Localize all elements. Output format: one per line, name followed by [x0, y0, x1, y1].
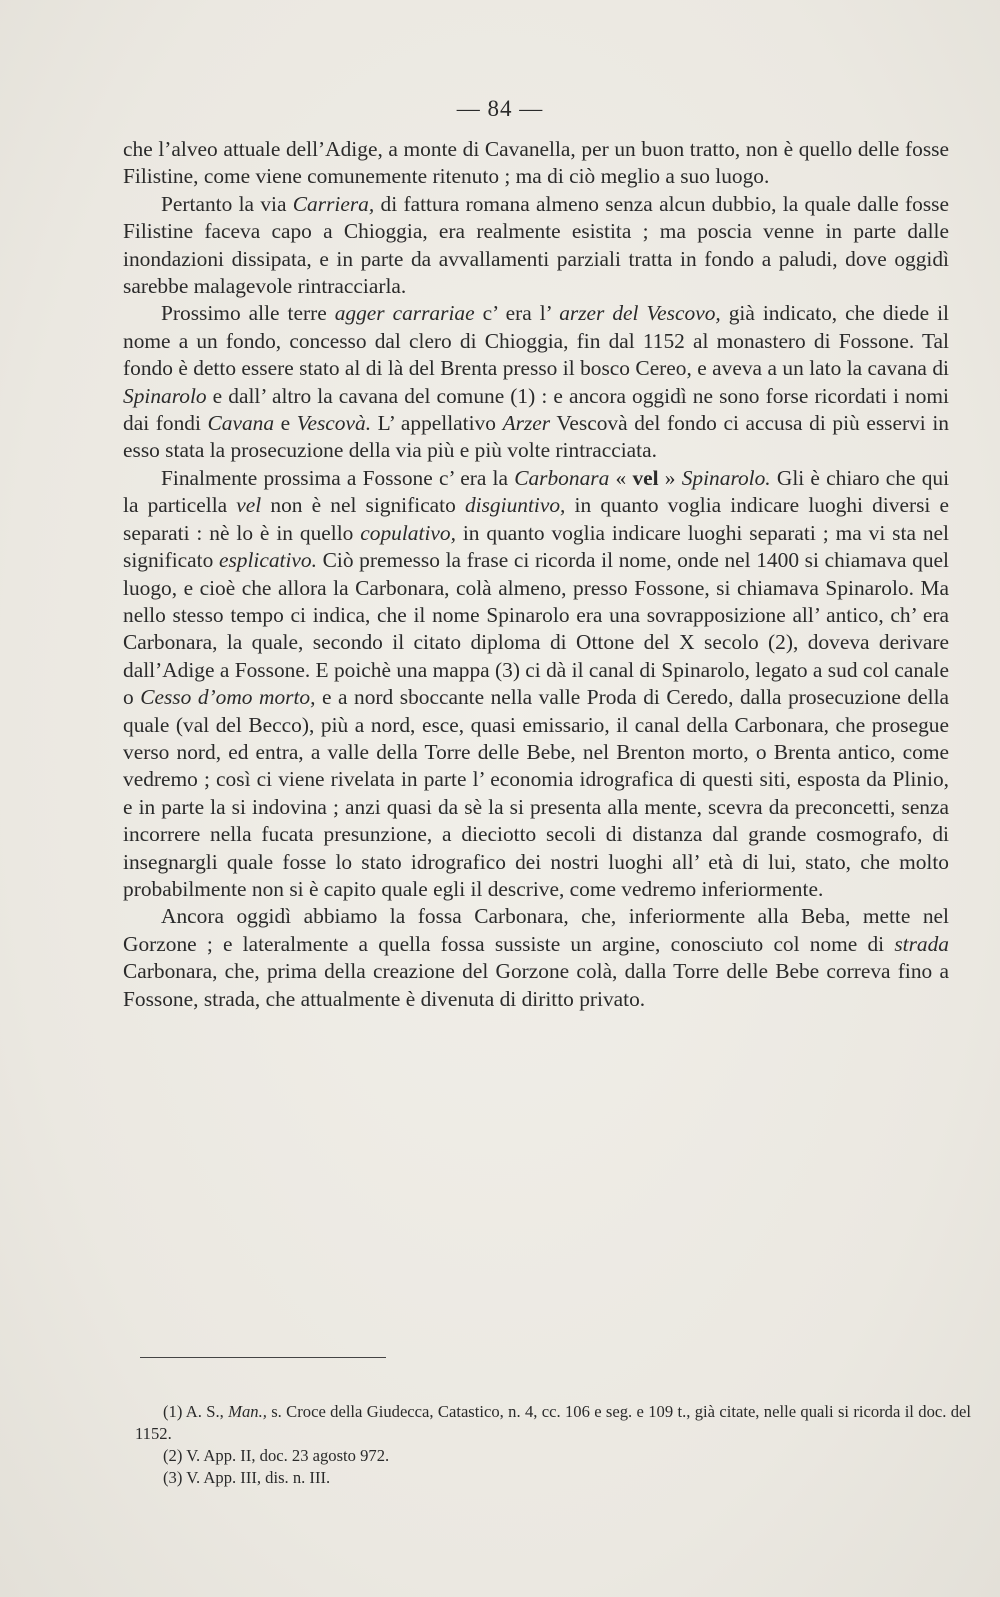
- footnote-3: [163, 1467, 971, 1489]
- text-segment: in quanto voglia indicare luoghi diversi e separati : nè lo è in quello: [123, 493, 949, 545]
- text-segment: Vescovà del fondo ci accusa di più esservi in esso stata la prosecuzione della via più e più volte rintracciata.: [123, 411, 949, 463]
- italic-term: Spinarolo: [123, 383, 207, 408]
- text-segment: Carbonara, che, prima della creazione del Gorzone colà, dalla Torre delle Bebe correva fino a Fossone, strada, che attualmente è divenuta di diritto privato.: [123, 959, 949, 1011]
- text-segment: e: [274, 411, 297, 436]
- paragraph-5: [123, 903, 949, 1013]
- paragraph-1: [123, 136, 949, 191]
- page-number: — 84 —: [456, 96, 544, 121]
- text-segment: non è nel significato: [261, 493, 465, 518]
- italic-term: vel: [236, 493, 262, 518]
- text-segment: «: [609, 465, 633, 490]
- italic-term: agger carrariae: [334, 301, 475, 326]
- text-segment: in quanto voglia indicare luoghi separati ; ma vi sta nel significato: [123, 520, 949, 573]
- text-segment: e dall’ altro la cavana del comune (1) : e ancora oggidì ne sono forse ricordati i nomi dai fondi: [123, 383, 949, 436]
- italic-term: strada: [894, 931, 949, 956]
- text-segment: Pertanto la via: [161, 191, 293, 216]
- text-segment: Ancora oggidì abbiamo la fossa Carbonara, che, inferiormente alla Beba, mette nel Gorzone ; e lateralmente a quella fossa sussiste un argine, conosciuto col nome di: [123, 904, 949, 956]
- italic-term: Man.,: [228, 1402, 267, 1421]
- paragraph-3: [123, 300, 949, 464]
- paragraph-2: [123, 191, 949, 301]
- text-segment: c’ era l’: [474, 301, 560, 326]
- footnote-2: [163, 1445, 971, 1467]
- italic-term: Carriera,: [292, 191, 375, 216]
- footnote-divider: [140, 1357, 386, 1358]
- footnote-1: [135, 1401, 971, 1445]
- text-segment: s. Croce della Giudecca, Catastico, n. 4, cc. 106 e seg. e 109 t., già citate, nelle quali si ricorda il doc. del 1152.: [135, 1402, 971, 1443]
- text-segment: e a nord sboccante nella valle Proda di Ceredo, dalla prosecuzione della quale (val del Becco), più a nord, esce, quasi emissario, il canal della Carbonara, che prosegue verso nord, ed entra, a valle della Torre delle Bebe, nel Brenton morto, o Brenta antico, come vedremo ; così ci viene rivelata in parte l’ economia idrografica di questi siti, esposta da Plinio, e in parte la si indovina ; anzi quasi da sè la si presenta alla mente, scevra da preconcetti, senza incorrere nella fucata presunzione, a dieciotto secoli di distanza dal grande cosmografo, di insegnargli quale fosse lo stato idrografico dei nostri luoghi all’ età di lui, stato, che molto probabilmente non si è capito quale egli il descrive, come vedremo inferiormente.: [123, 685, 950, 901]
- body-text: [123, 136, 949, 1013]
- text-segment: L’ appellativo: [371, 411, 503, 436]
- footnotes: [135, 1401, 971, 1489]
- italic-term: arzer del Vescovo,: [559, 301, 721, 326]
- text-segment: di fattura romana almeno senza alcun dubbio, la quale dalle fosse Filistine faceva capo a Chioggia, era realmente esistita ; ma poscia venne in parte dalle inondazioni dissipata, e in parte da avvallamenti parziali tratta in fondo a paludi, dove oggidì sarebbe malagevole rintracciarla.: [123, 191, 949, 299]
- text-segment: Ciò premesso la frase ci ricorda il nome, onde nel 1400 si chiamava quel luogo, e cioè che allora la Carbonara, colà almeno, presso Fossone, si chiamava Spinarolo. Ma nello stesso tempo ci indica, che il nome Spinarolo era una sovrapposizione all’ antico, ch’ era Carbonara, la quale, secondo il citato diploma di Ottone del X secolo (2), doveva derivare dall’Adige a Fossone. E poichè una mappa (3) ci dà il canal di Spinarolo, legato a sud col canale o: [123, 548, 949, 710]
- italic-term: disgiuntivo,: [464, 493, 566, 518]
- text-segment: (3) V. App. III, dis. n. III.: [163, 1468, 331, 1487]
- italic-term: Cavana: [207, 411, 275, 436]
- text-segment: (1) A. S.,: [163, 1402, 229, 1421]
- bold-term: vel: [632, 465, 659, 490]
- italic-term: esplicativo.: [218, 548, 317, 573]
- text-segment: Finalmente prossima a Fossone c’ era la: [161, 465, 515, 490]
- text-segment: »: [658, 465, 682, 490]
- italic-term: Spinarolo.: [681, 465, 771, 490]
- italic-term: copulativo,: [360, 520, 456, 545]
- text-segment: già indicato, che diede il nome a un fondo, concesso dal clero di Chioggia, fin dal 1152 al monastero di Fossone. Tal fondo è detto essere stato al di là del Brenta presso il bosco Cereo, e aveva a un lato la cavana di: [123, 301, 949, 381]
- text-segment: che l’alveo attuale dell’Adige, a monte di Cavanella, per un buon tratto, non è quello delle fosse Filistine, come viene comunemente ritenuto ; ma di ciò meglio a suo luogo.: [123, 137, 949, 189]
- text-segment: (2) V. App. II, doc. 23 agosto 972.: [163, 1446, 390, 1465]
- italic-term: Carbonara: [514, 465, 610, 490]
- italic-term: Arzer: [502, 411, 551, 436]
- italic-term: Vescovà.: [296, 411, 372, 436]
- paragraph-4: [123, 465, 949, 904]
- italic-term: Cesso d’omo morto,: [140, 685, 316, 710]
- text-segment: Prossimo alle terre: [161, 301, 335, 326]
- text-segment: Gli è chiaro che qui la particella: [123, 465, 950, 518]
